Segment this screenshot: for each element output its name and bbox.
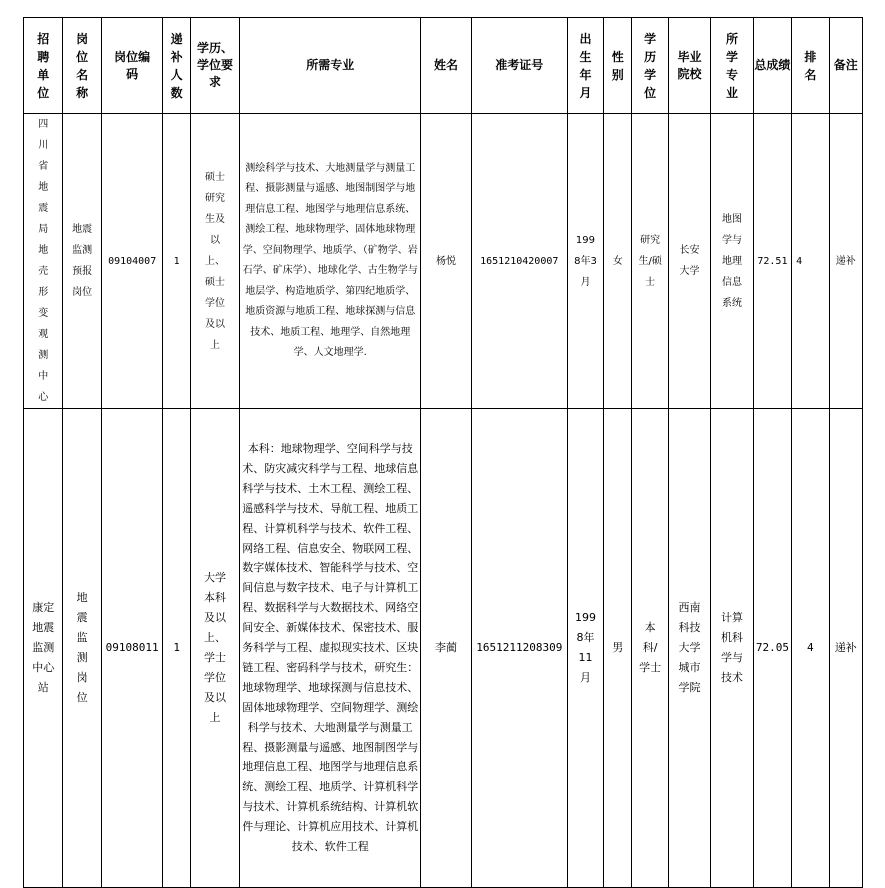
header-major: 所学专业 [711,18,753,114]
cell-majors: 本科：地球物理学、空间科学与技术、防灾减灾科学与工程、地球信息科学与技术、土木工程、测绘工程、遥感科学与技术、导航工程、地质工程、计算机科学与技术、软件工程、网络工程、信息安全、物联网工程、数字媒体技术、智能科学与技术、空间信息与数字技术、电子与计算机工程、数据科学与大数据技术、网络空间安全、新媒体技术、保密技术、服务科学与工程、虚拟现实技术、区块链工程、密码科学与技术，研究生：地球物理学、地球探测与信息技术、固体地球物理学、空间物理学、测绘科学与技术、大地测量学与测量工程、摄影测量与遥感、地图制图学与地理信息工程、地图学与地理信息系统、测绘工程、地质学、计算机科学与技术、计算机系统结构、计算机软件与理论、计算机应用技术、计算机技术、软件工程 [240,409,421,888]
header-name: 姓名 [421,18,472,114]
cell-edu-deg: 本科/学士 [632,409,668,888]
cell-unit: 四川省地震局地壳形变观测中心 [24,114,63,409]
header-birth: 出生年月 [567,18,603,114]
table-row [24,409,863,888]
cell-edu-req: 大学本科及以上、学士学位及以上 [190,409,240,888]
cell-post-code: 09108011 [101,409,163,888]
cell-edu-req: 硕士研究生及以上、硕士学位及以上 [190,114,240,409]
header-score: 总成绩 [753,18,791,114]
cell-birth: 1998年3月 [567,114,603,409]
cell-major: 计算机科学与技术 [711,409,753,888]
cell-rank: 4 [792,409,829,888]
cell-gender: 男 [604,409,632,888]
header-edu-req: 学历、学位要求 [190,18,240,114]
cell-fill-count: 1 [163,114,190,409]
header-majors: 所需专业 [240,18,421,114]
cell-fill-count: 1 [163,409,190,888]
recruitment-table [23,17,863,888]
cell-school: 长安大学 [668,114,710,409]
table-row [24,114,863,409]
cell-name: 杨悦 [421,114,472,409]
cell-remark: 递补 [829,409,862,888]
header-exam-no: 准考证号 [471,18,567,114]
header-remark: 备注 [829,18,862,114]
cell-score: 72.05 [753,409,791,888]
header-gender: 性别 [604,18,632,114]
header-fill-count: 递补人数 [163,18,190,114]
cell-rank: 4 [792,114,829,409]
header-rank: 排名 [792,18,829,114]
cell-birth: 1998年11月 [567,409,603,888]
cell-post-name: 地震监测岗位 [63,409,101,888]
cell-major: 地图学与地理信息系统 [711,114,753,409]
header-post-code: 岗位编码 [101,18,163,114]
header-edu-deg: 学历学位 [632,18,668,114]
cell-post-name: 地震监测预报岗位 [63,114,101,409]
cell-school: 西南科技大学城市学院 [668,409,710,888]
cell-exam-no: 1651210420007 [471,114,567,409]
header-school: 毕业院校 [668,18,710,114]
header-row [24,18,863,114]
cell-gender: 女 [604,114,632,409]
cell-name: 李蔺 [421,409,472,888]
cell-majors: 测绘科学与技术、大地测量学与测量工程、摄影测量与遥感、地图制图学与地理信息工程、地图学与地理信息系统、测绘工程、地球物理学、固体地球物理学、空间物理学、地质学、（矿物学、岩石学、矿床学）、地球化学、古生物学与地层学、构造地质学、第四纪地质学、地质资源与地质工程、地球探测与信息技术、地质工程、地理学、自然地理学、人文地理学. [240,114,421,409]
header-post-name: 岗位名称 [63,18,101,114]
cell-unit: 康定地震监测中心站 [24,409,63,888]
header-unit: 招聘单位 [24,18,63,114]
cell-score: 72.51 [753,114,791,409]
cell-post-code: 09104007 [101,114,163,409]
cell-edu-deg: 研究生/硕士 [632,114,668,409]
cell-exam-no: 1651211208309 [471,409,567,888]
cell-remark: 递补 [829,114,862,409]
